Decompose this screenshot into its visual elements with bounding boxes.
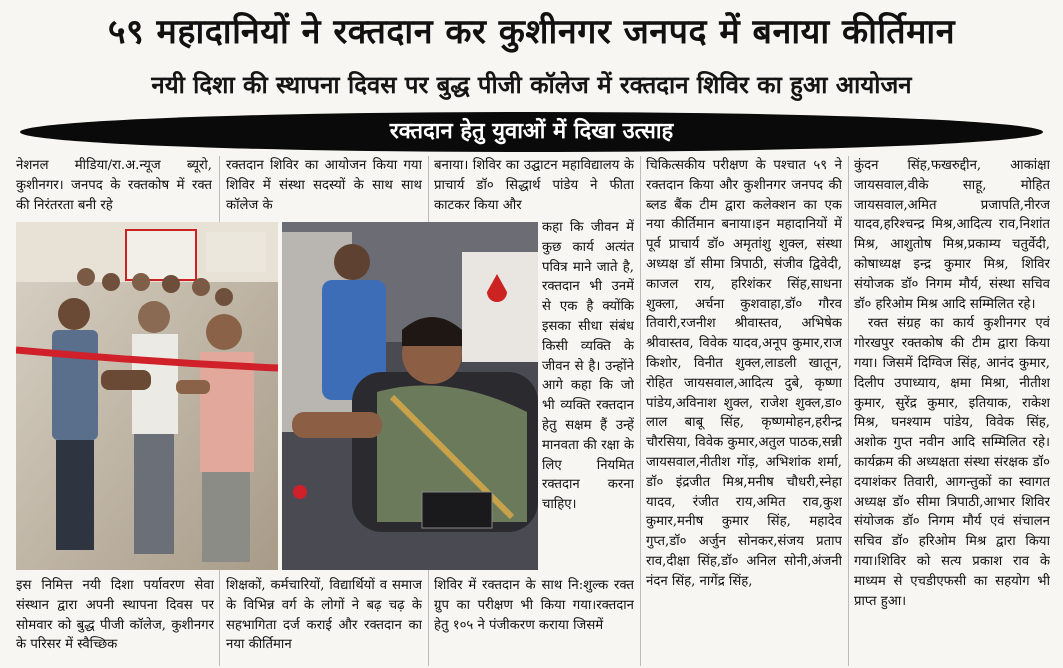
column-1-top: नेशनल मीडिया/रा.अ.न्यूज ब्यूरो, कुशीनगर। जनपद के रक्तकोष में रक्त की निरंतरता बनी रहे <box>16 158 212 213</box>
banner-text: रक्तदान हेतु युवाओं में दिखा उत्साह <box>389 119 674 144</box>
ribbon-cutting-image <box>16 222 278 570</box>
blood-donation-image <box>282 222 538 570</box>
column-rule <box>640 156 641 666</box>
column-3-top: बनाया। शिविर का उद्घाटन महाविद्यालय के प्राचार्य डॉ० सिद्धार्थ पांडेय ने फीता काटकर किया और <box>434 158 634 213</box>
column-5-paragraph-1: कुंदन सिंह,फखरुद्दीन, आकांक्षा जायसवाल,वीके साहू, मोहित जायसवाल,अमित प्रजापति,नीरज यादव,हरिश्चन्द्र मिश्र,आदित्य राव,निशांत मिश्र, आशुतोष मिश्र,प्रकाम्य चतुर्वेदी, कोषाध्यक्ष इन्द्र कुमार मिश्र, शिविर संयोजक डॉ० निगम मौर्य, संस्था सचिव डॉ० हरिओम मिश्र आदि सम्मिलित रहे। <box>854 158 1050 312</box>
column-3-middle: कहा कि जीवन में कुछ कार्य अत्यंत पवित्र माने जाते है, रक्तदान भी उनमें से एक है क्योंकि इसका सीधा संबंध किसी व्यक्ति के जीवन से है। उन्होंने आगे कहा कि जो भी व्यक्ति रक्तदान हेतु सक्षम हैं उन्हें मानवता की रक्षा के लिए नियमित रक्तदान करना चाहिए। <box>542 220 634 513</box>
column-5 <box>854 156 1050 666</box>
headline: ५९ महादानियों ने रक्तदान कर कुशीनगर जनपद में बनाया कीर्तिमान <box>107 12 956 52</box>
photo-blood-donation <box>282 222 538 570</box>
photo-ribbon-cutting <box>16 222 278 570</box>
column-1-bottom: इस निमित्त नयी दिशा पर्यावरण सेवा संस्थान द्वारा अपनी स्थापना दिवस पर सोमवार को बुद्ध पीजी कॉलेज, कुशीनगर के परिसर में स्वैच्छिक <box>16 578 214 653</box>
column-2-top: रक्तदान शिविर का आयोजन किया गया शिविर में संस्था सदस्यों के साथ साथ कॉलेज के <box>226 158 422 213</box>
column-5-paragraph-2: रक्त संग्रह का कार्य कुशीनगर एवं गोरखपुर रक्तकोष की टीम द्वारा किया गया। जिसमें दिग्विज सिंह, आनंद कुमार, दिलीप उपाध्याय, क्षमा मिश्रा, नीतीश कुमार, सुरेंद्र कुमार, इतियाक, राकेश मिश्र, घनश्याम पांडेय, विवेक सिंह, अशोक गुप्त नवीन आदि सम्मिलित रहे।कार्यक्रम की अध्यक्षता संस्था संरक्षक डॉ० दयाशंकर तिवारी, आगन्तुकों का स्वागत अध्यक्ष डॉ० सीमा त्रिपाठी,आभार शिविर संयोजक डॉ० निगम मौर्य एवं संचालन सचिव डॉ० हरिओम मिश्र द्वारा किया गया।शिविर को सत्य प्रकाश राव के माध्यम से एचडीएफसी का सहयोग भी प्राप्त हुआ। <box>854 316 1050 609</box>
column-rule <box>848 156 849 666</box>
column-4: चिकित्सकीय परीक्षण के पश्चात ५९ ने रक्तदान किया और कुशीनगर जनपद की ब्लड बैंक टीम द्वारा कलेक्शन का एक नया कीर्तिमान बनाया।इन महादानियों में पूर्व प्राचार्य डॉ० अमृतांशु शुक्ल, संस्था अध्यक्ष डॉ सीमा त्रिपाठी, संजीव द्विवेदी, काजल राय, हरिशंकर सिंह,साधना शुक्ला, अर्चना कुशवाहा,डॉ० गौरव तिवारी,रजनीश श्रीवास्तव, अभिषेक श्रीवास्तव, विवेक यादव,अनूप कुमार,राज किशोर, विनीत शुक्ल,लाडली खातून, रोहित जायसवाल,आदित्य दुबे, कृष्णा पांडेय,अविनाश शुक्ल, राजेश शुक्ल,डा० लाल बाबू सिंह, कृष्णमोहन,हरीन्द्र चौरसिया, विवेक कुमार,अतुल पाठक,सन्नी जायसवाल,नीतीश गोंड़, अभिशांक शर्मा, डॉ० इंद्रजीत मिश्र,मनीष चौधरी,स्नेहा यादव, रंजीत राय,अमित राव,कुश कुमार,मनीष कुमार सिंह, महादेव गुप्त,डॉ० अर्जुन सोनकर,संजय प्रताप राव,दीक्षा सिंह,डॉ० अनिल सोनी,अंजनी नंदन सिंह, नागेंद्र सिंह, <box>646 158 842 589</box>
column-3-bottom: शिविर में रक्तदान के साथ नि:शुल्क रक्त ग्रुप का परीक्षण भी किया गया।रक्तदान हेतु १०५ ने पंजीकरण कराया जिसमें <box>434 578 634 633</box>
subheadline: नयी दिशा की स्थापना दिवस पर बुद्ध पीजी कॉलेज में रक्तदान शिविर का हुआ आयोजन <box>151 71 912 99</box>
column-2-bottom: शिक्षकों, कर्मचारियों, विद्यार्थियों व समाज के विभिन्न वर्ग के लोगों ने बढ़ चढ़ के सहभागिता दर्ज कराई और रक्तदान का नया कीर्तिमान <box>226 578 422 653</box>
